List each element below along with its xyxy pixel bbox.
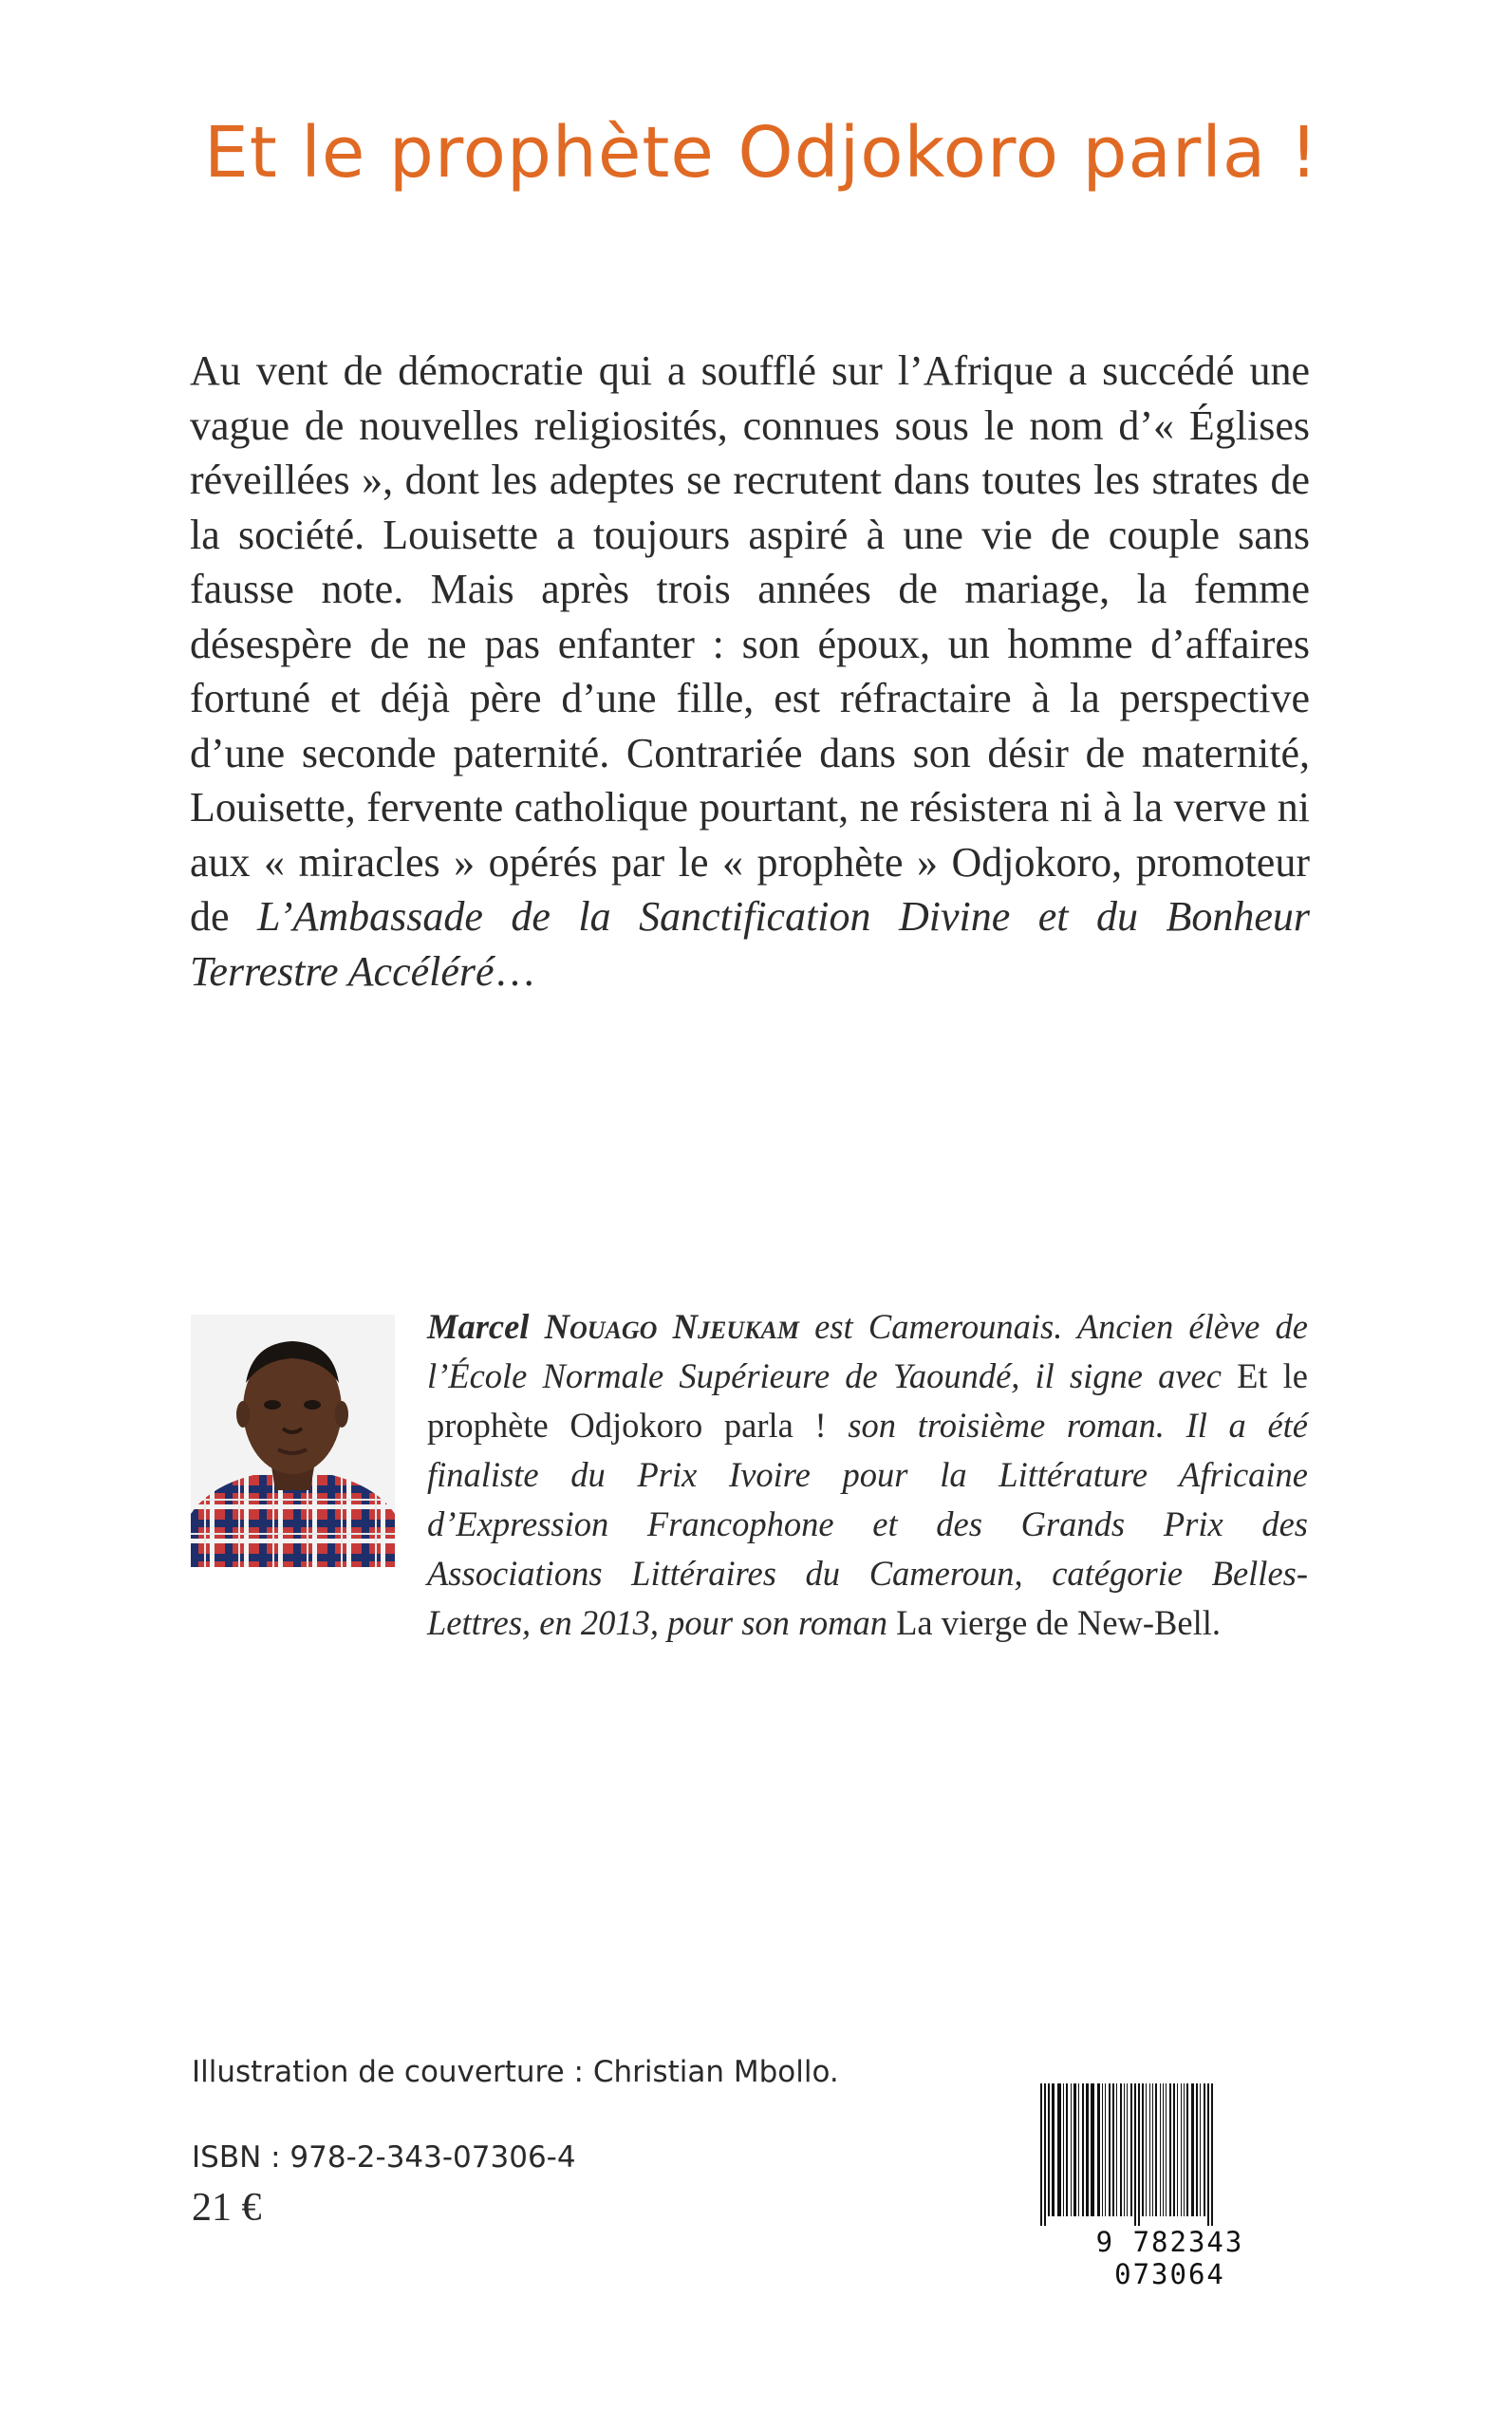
barcode-bar: [1146, 2083, 1147, 2216]
barcode-bar: [1057, 2083, 1061, 2216]
barcode-bar: [1082, 2083, 1084, 2216]
barcode-bar: [1169, 2083, 1171, 2216]
barcode-bar: [1127, 2083, 1128, 2216]
barcode-bar: [1130, 2083, 1132, 2216]
blurb-text: Au vent de démocratie qui a soufflé sur l’Afrique a succédé une vague de nouvelles religiosités, connues sous le nom d’« Églises réveillées », dont les adeptes se recrutent dans toutes les strates de la société. Louisette a toujours aspiré à une vie de couple sans fausse note. Mais après trois années de mariage, la femme désespère de ne pas enfanter : son époux, un homme d’affaires fortuné et déjà père d’une fille, est réfractaire à la perspective d’une seconde paternité. Contrariée dans son désir de maternité, Louisette, fervente catholique pourtant, ne résistera ni à la verve ni aux « miracles » opérés par le « prophète » Odjokoro, promoteur de: [190, 347, 1310, 940]
barcode-bar: [1177, 2083, 1178, 2216]
author-photo: [191, 1315, 395, 1567]
isbn-barcode: [1035, 2083, 1305, 2290]
barcode-bar: [1105, 2083, 1106, 2216]
barcode-bar: [1120, 2083, 1122, 2216]
barcode-bar: [1044, 2083, 1046, 2226]
barcode-bar: [1184, 2083, 1185, 2216]
author-previous-novel: La vierge de New-Bell: [896, 1603, 1212, 1642]
price-label: 21 €: [192, 2186, 262, 2230]
barcode-bar: [1124, 2083, 1125, 2216]
author-first-name: Marcel: [427, 1307, 530, 1346]
barcode-bar: [1091, 2083, 1094, 2216]
barcode-bar: [1155, 2083, 1157, 2216]
author-bio-end: .: [1211, 1603, 1221, 1642]
barcode-bar: [1211, 2083, 1213, 2226]
barcode-bar: [1040, 2083, 1042, 2226]
barcode-bar: [1152, 2083, 1153, 2216]
barcode-bar: [1196, 2083, 1198, 2216]
barcode-bar: [1073, 2083, 1076, 2216]
book-title: Et le prophète Odjokoro parla !: [204, 112, 1319, 194]
author-bio-text-2: son troisième roman. Il a été finaliste du Prix Ivoire pour la Littérature Africaine d’Expression Francophone et des Grands Prix des Associations Littéraires du Cameroun, catégorie Belles-Lettres, en 2013, pour son roman: [427, 1406, 1308, 1642]
author-bio: [427, 1302, 1308, 1648]
barcode-bar: [1097, 2083, 1100, 2216]
barcode-bar: [1112, 2083, 1114, 2216]
barcode-bar: [1207, 2083, 1209, 2226]
blurb-ellipsis: …: [494, 947, 536, 995]
barcode-bar: [1052, 2083, 1055, 2216]
author-bio-book-title: Et le prophète Odjokoro parla !: [427, 1356, 1308, 1445]
barcode-bar: [1066, 2083, 1068, 2216]
barcode-bar: [1166, 2083, 1167, 2216]
barcode-bar: [1078, 2083, 1079, 2216]
barcode-bar: [1086, 2083, 1089, 2216]
isbn-label: ISBN : 978-2-343-07306-4: [192, 2140, 576, 2175]
barcode-bar: [1186, 2083, 1188, 2216]
barcode-bar: [1160, 2083, 1161, 2216]
blurb-italic-title: L’Ambassade de la Sanctification Divine et du Bonheur Terrestre Accéléré: [190, 893, 1310, 995]
barcode-bar: [1071, 2083, 1072, 2216]
barcode-bar: [1204, 2083, 1205, 2216]
barcode-bar: [1109, 2083, 1111, 2216]
barcode-bar: [1048, 2083, 1050, 2216]
author-bio-text-1: est Camerounais. Ancien élève de l’École Normale Supérieure de Yaoundé, il signe avec: [427, 1307, 1309, 1395]
barcode-bar: [1181, 2083, 1182, 2216]
barcode-bar: [1163, 2083, 1164, 2216]
back-cover-blurb: [190, 344, 1310, 999]
barcode-bar: [1102, 2083, 1103, 2216]
barcode-digits: 9 782343 073064: [1095, 2226, 1244, 2290]
author-portrait-illustration: [191, 1315, 395, 1567]
barcode-bars: [1035, 2083, 1305, 2226]
barcode-bar: [1191, 2083, 1194, 2216]
author-last-name: Nouago Njeukam: [544, 1307, 799, 1346]
barcode-bar: [1138, 2083, 1140, 2226]
barcode-bar: [1142, 2083, 1144, 2216]
barcode-bar: [1173, 2083, 1175, 2216]
barcode-bar: [1134, 2083, 1136, 2226]
barcode-bar: [1200, 2083, 1201, 2216]
barcode-bar: [1063, 2083, 1064, 2216]
barcode-bar: [1116, 2083, 1117, 2216]
barcode-bar: [1149, 2083, 1150, 2216]
cover-illustration-credit: Illustration de couverture : Christian Mbollo.: [192, 2055, 839, 2089]
